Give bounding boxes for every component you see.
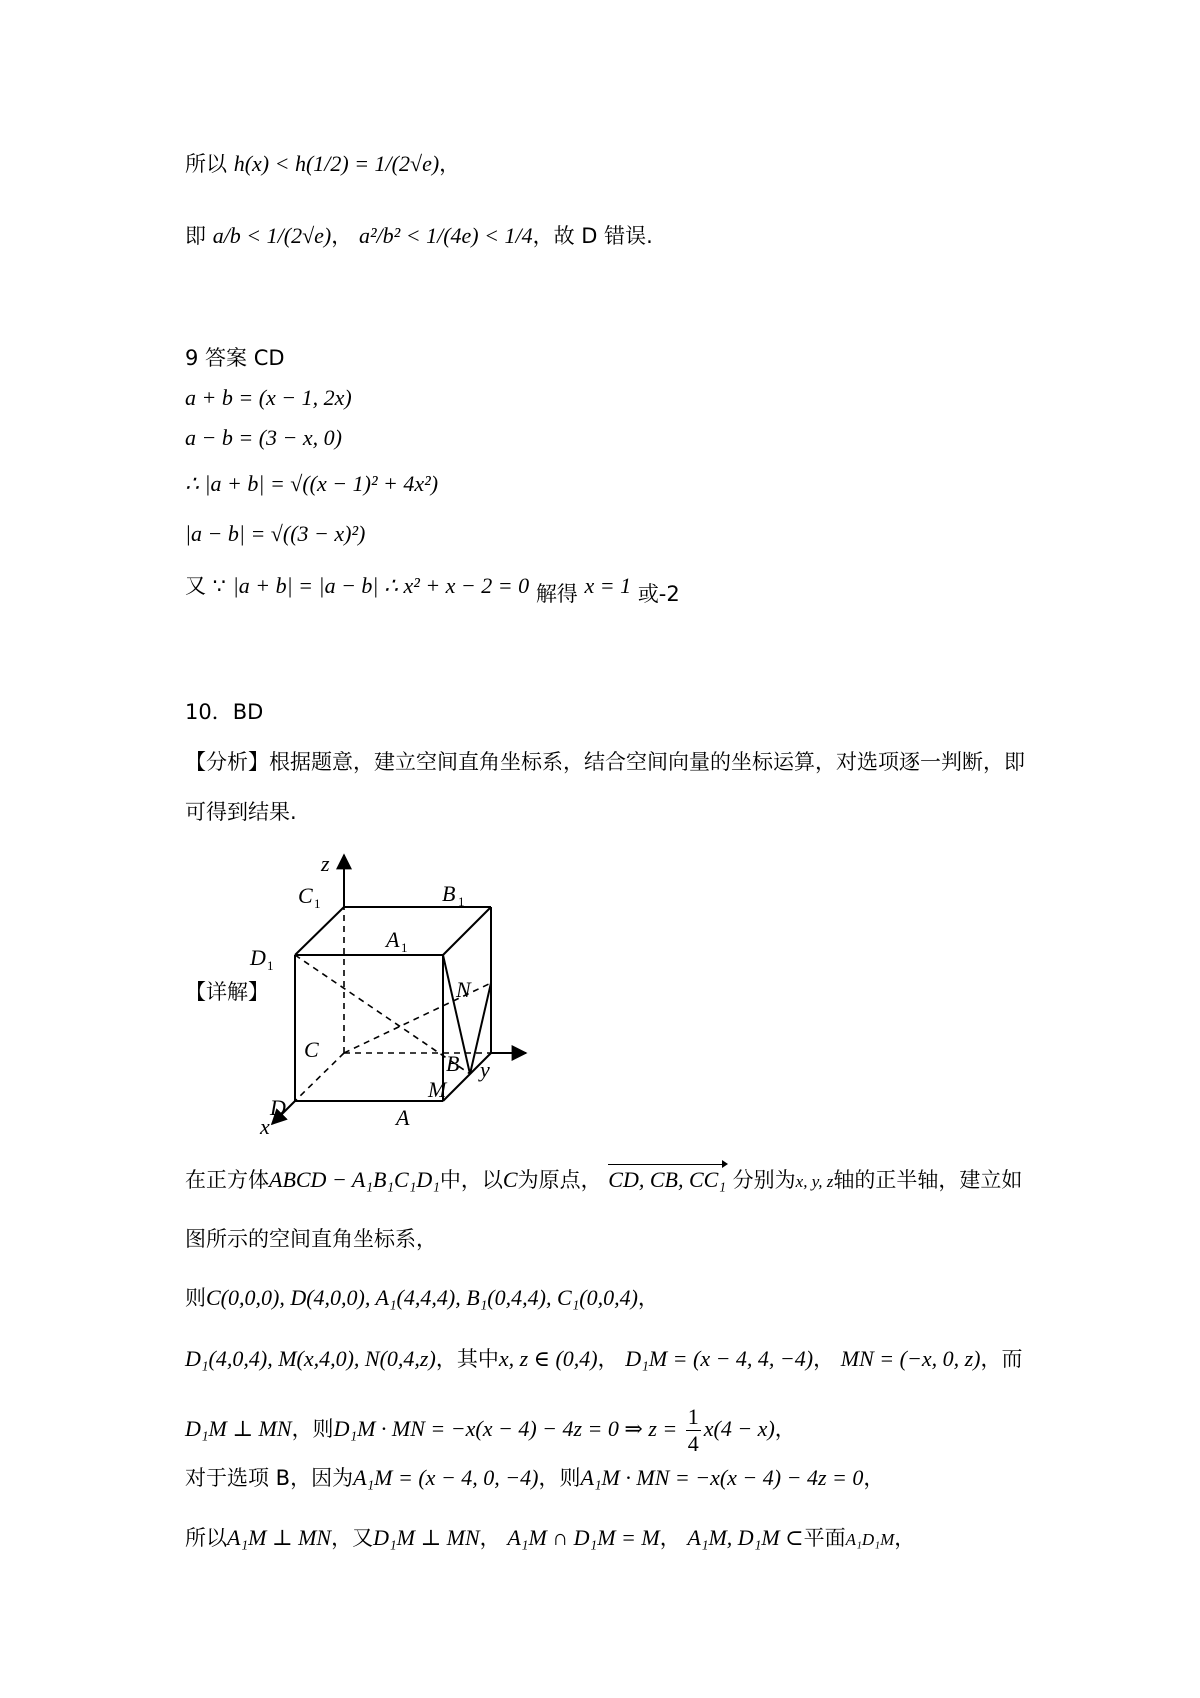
q9-eq5-or: 或-2 <box>637 582 680 606</box>
label-a: A <box>396 1105 410 1130</box>
analysis-label: 【分析】 <box>185 750 269 774</box>
p7-comma-1: ， <box>479 1526 501 1550</box>
label-y: y <box>480 1057 490 1082</box>
p7-math-e: A₁M ∩ D₁M = M <box>507 1525 660 1550</box>
label-b1-sub: 1 <box>458 894 465 909</box>
p1-b: 中，以 <box>439 1168 503 1192</box>
q10-analysis-line1 <box>185 748 1025 776</box>
q9-eq5-prefix: 又 ∵ <box>185 574 227 598</box>
s8-line1-prefix: 所以 <box>185 152 227 176</box>
p1-a: 在正方体 <box>185 1168 269 1192</box>
p6-math-b: A₁M = (x − 4, 0, −4) <box>353 1465 539 1490</box>
p1-d: 分别为 <box>732 1168 796 1192</box>
label-d1-sub: 1 <box>267 958 274 973</box>
label-b: B <box>446 1051 460 1076</box>
q9-eq5-math: |a + b| = |a − b| ∴ x² + x − 2 = 0 <box>232 573 530 598</box>
edge-d1-c1 <box>295 907 344 955</box>
p1-axes: x, y, z <box>795 1172 834 1191</box>
p3-prefix: 则 <box>185 1286 206 1310</box>
p7-g: 平面 <box>803 1526 846 1550</box>
p4-math-d: D₁M = (x − 4, 4, −4) <box>625 1346 814 1371</box>
detail-label: 【详解】 <box>185 980 269 1004</box>
p4-math-a: D₁(4,0,4), M(x,4,0), N(0,4,z) <box>185 1346 436 1371</box>
cube-figure <box>250 845 558 1139</box>
p3-end: ， <box>637 1286 659 1310</box>
q9-eq1: a + b = (x − 1, 2x) <box>185 385 352 410</box>
s8-line1 <box>185 150 460 178</box>
detail-p5 <box>185 1404 796 1457</box>
label-m: M <box>428 1077 447 1102</box>
label-z: z <box>321 851 330 876</box>
p7-c: ，又 <box>331 1526 374 1550</box>
detail-p2: 图所示的空间直角坐标系， <box>185 1227 437 1251</box>
p6-end: ， <box>863 1466 885 1490</box>
p6-math-d: A₁M · MN = −x(x − 4) − 4z = 0 <box>580 1465 864 1490</box>
p7-math-h: A₁D₁M <box>845 1530 895 1549</box>
label-d1: D <box>250 945 266 970</box>
p5-frac <box>686 1404 701 1457</box>
p7-math-f: A₁M, D₁M ⊂ <box>687 1525 804 1550</box>
detail-p3 <box>185 1284 659 1312</box>
label-c1: C <box>298 883 313 908</box>
p6-a: 对于选项 B，因为 <box>185 1466 354 1490</box>
p1-cube: ABCD − A₁B₁C₁D₁ <box>269 1167 440 1192</box>
q9-eq3: ∴ |a + b| = √((x − 1)² + 4x²) <box>185 471 439 496</box>
p5-end: ， <box>774 1417 796 1441</box>
s8-line2-end: ，故 D 错误. <box>532 224 653 248</box>
p3-math: C(0,0,0), D(4,0,0), A₁(4,4,4), B₁(0,4,4), C₁(0,0,4) <box>206 1285 638 1310</box>
detail-p6 <box>185 1464 884 1492</box>
p5-math-d: x(4 − x) <box>703 1416 775 1441</box>
edge-a1-b1 <box>443 907 491 955</box>
s8-line2-prefix: 即 <box>185 224 206 248</box>
p4-b: ，其中 <box>435 1347 499 1371</box>
p4-f: ，而 <box>980 1347 1023 1371</box>
s8-line1-end: ， <box>439 152 461 176</box>
p5-b: ，则 <box>291 1417 334 1441</box>
p7-comma-2: ， <box>659 1526 681 1550</box>
label-d: D <box>270 1095 286 1120</box>
p5-frac-num: 1 <box>687 1404 699 1429</box>
p6-c: ，则 <box>538 1466 581 1490</box>
s8-line2-sep: ， <box>331 224 353 248</box>
q9-eq5-solve: 解得 <box>535 582 578 606</box>
detail-p4 <box>185 1345 1022 1373</box>
p1-e: 轴的正半轴，建立如 <box>833 1168 1023 1192</box>
p1-c: 为原点， <box>517 1168 602 1192</box>
p1-origin: C <box>502 1167 518 1192</box>
p4-comma-1: ， <box>597 1347 619 1371</box>
q10-analysis-line2: 可得到结果. <box>185 800 297 824</box>
q9-eq5 <box>185 572 680 606</box>
label-b1: B <box>442 881 456 906</box>
p7-a: 所以 <box>185 1526 227 1550</box>
label-n: N <box>456 977 471 1002</box>
p4-math-e: MN = (−x, 0, z) <box>840 1346 981 1371</box>
p7-math-b: A₁M ⊥ MN <box>227 1525 332 1550</box>
p1-vectors: CD, CB, CC₁ <box>608 1164 726 1194</box>
p5-math-a: D₁M ⊥ MN <box>185 1416 292 1441</box>
label-a1-sub: 1 <box>401 940 408 955</box>
q9-eq5-solution: x = 1 <box>584 573 632 598</box>
hidden-c-d <box>295 1053 344 1101</box>
q9-eq4: |a − b| = √((3 − x)²) <box>185 521 366 546</box>
p5-frac-den: 4 <box>687 1431 699 1456</box>
s8-line2-math-b: a²/b² < 1/(4e) < 1/4 <box>358 223 533 248</box>
p5-math-c: D₁M · MN = −x(x − 4) − 4z = 0 ⇒ z = <box>333 1416 683 1441</box>
detail-p7 <box>185 1524 915 1554</box>
p4-math-c: x, z ∈ (0,4) <box>498 1346 598 1371</box>
p7-end: ， <box>894 1526 916 1550</box>
label-c1-sub: 1 <box>314 896 321 911</box>
s8-line1-math: h(x) < h(1/2) = 1/(2√e) <box>233 151 440 176</box>
detail-p1 <box>185 1164 1022 1196</box>
label-x: x <box>260 1114 270 1139</box>
p7-math-d: D₁M ⊥ MN <box>373 1525 480 1550</box>
s8-line2 <box>185 222 653 250</box>
label-c: C <box>304 1037 319 1062</box>
analysis-text-1: 根据题意，建立空间直角坐标系，结合空间向量的坐标运算，对选项逐一判断，即 <box>269 750 1025 774</box>
q10-title: 10．BD <box>185 700 264 724</box>
p4-comma-2: ， <box>813 1347 835 1371</box>
label-a1: A <box>386 927 400 952</box>
q9-eq2: a − b = (3 − x, 0) <box>185 425 342 450</box>
s8-line2-math-a: a/b < 1/(2√e) <box>212 223 332 248</box>
q9-title: 9 答案 CD <box>185 346 285 370</box>
